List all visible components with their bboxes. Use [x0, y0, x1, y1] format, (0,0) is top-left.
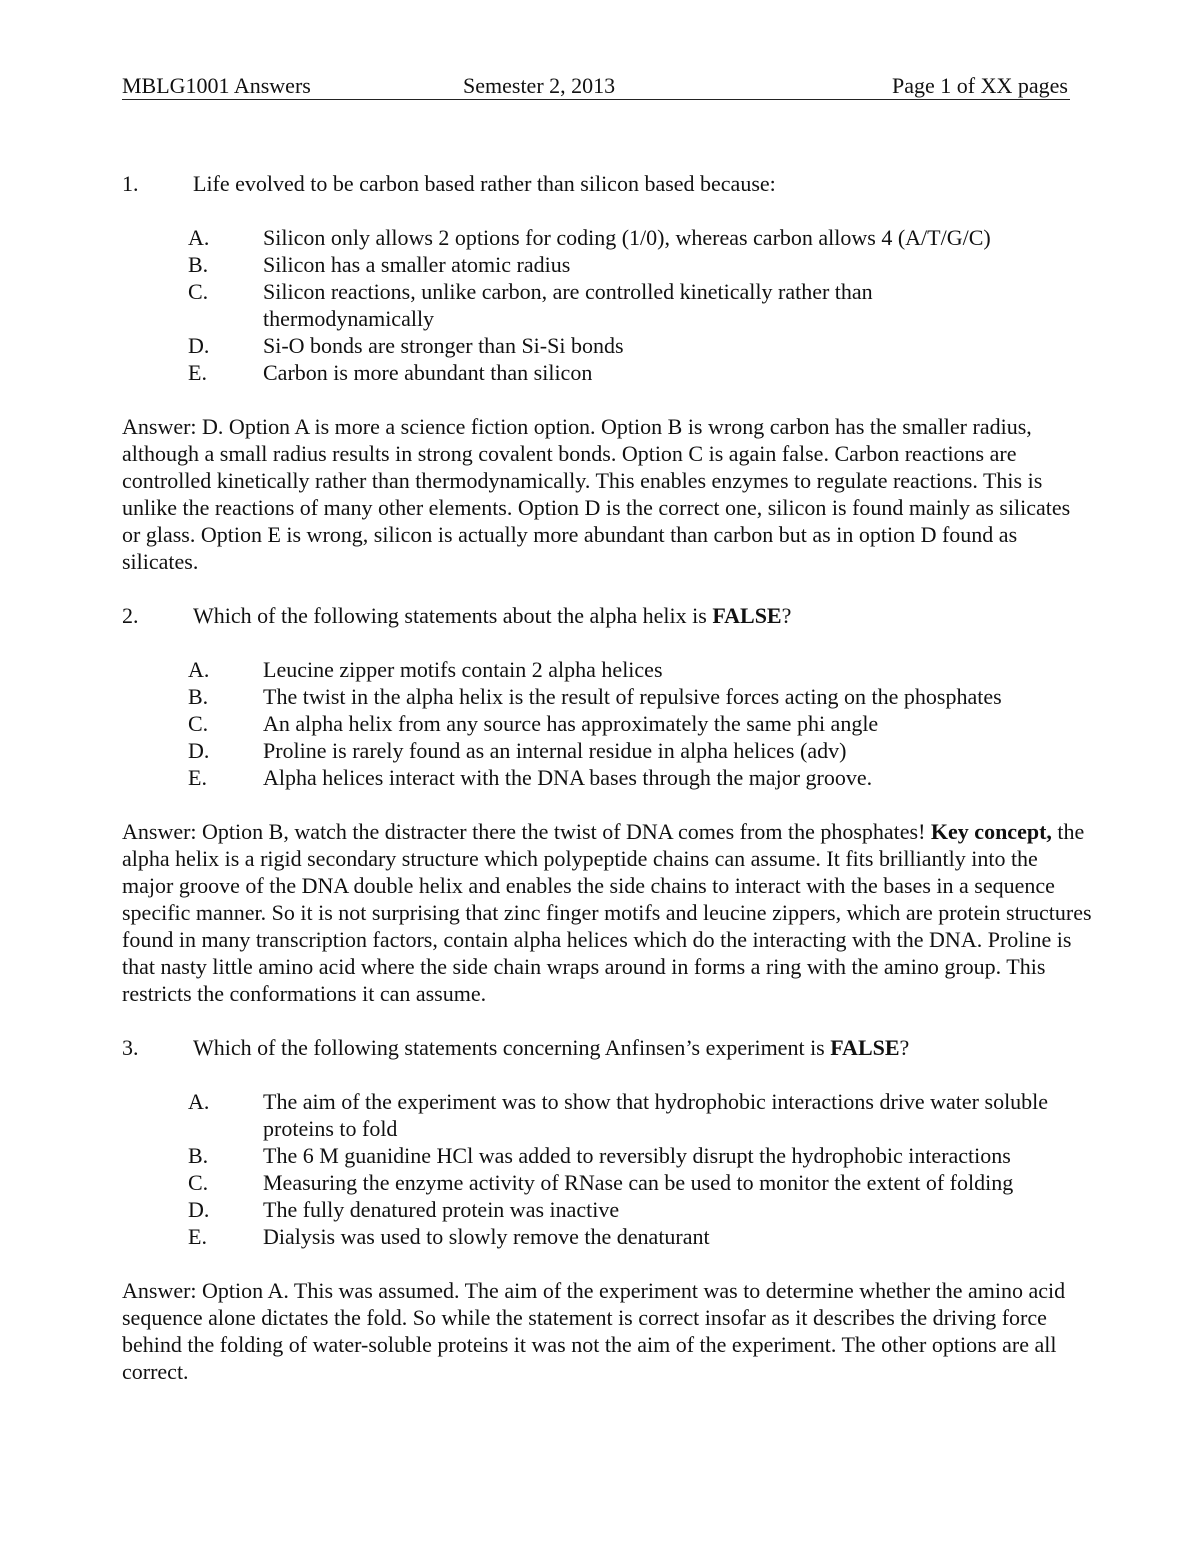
course-title: MBLG1001 Answers [122, 73, 311, 98]
question-3-options [122, 1088, 1092, 1250]
option-c [122, 1169, 1092, 1196]
option-c [122, 710, 1092, 737]
question-3-stem [122, 1034, 1092, 1061]
option-text: Measuring the enzyme activity of RNase can be used to monitor the extent of folding [263, 1170, 1014, 1195]
option-letter: D. [188, 1197, 210, 1222]
option-b [122, 683, 1092, 710]
option-letter: C. [188, 711, 209, 736]
question-text: Which of the following statements concerning Anfinsen’s experiment is [193, 1035, 831, 1060]
option-letter: E. [188, 765, 207, 790]
option-text: Silicon reactions, unlike carbon, are controlled kinetically rather than thermodynamically [263, 279, 873, 331]
question-text: Life evolved to be carbon based rather than silicon based because: [193, 171, 776, 196]
question-2-options [122, 656, 1092, 791]
answer-text-end: the alpha helix is a rigid secondary structure which polypeptide chains can assume. It fits brilliantly into the major groove of the DNA double helix and enables the side chains to interact with the bases in a sequence specific manner. So it is not surprising that zinc finger motifs and leucine zippers, which are protein structures found in many transcription factors, contain alpha helices which do the interacting with the DNA. Proline is that nasty little amino acid where the side chain wraps around in forms a ring with the amino group. This restricts the conformations it can assume. [122, 819, 1092, 1006]
option-letter: A. [188, 225, 210, 250]
question-text-end: ? [781, 603, 792, 628]
option-e [122, 1223, 1092, 1250]
option-letter: A. [188, 657, 210, 682]
answer-text: Answer: Option B, watch the distracter there the twist of DNA comes from the phosphates! [122, 819, 931, 844]
option-d [122, 332, 1092, 359]
option-e [122, 359, 1092, 386]
question-number: 3. [122, 1035, 139, 1060]
question-3-answer: Answer: Option A. This was assumed. The aim of the experiment was to determine whether the amino acid sequence alone dictates the fold. So while the statement is correct insofar as it describes the driving force behind the folding of water-soluble proteins it was not the aim of the experiment. The other options are all correct. [122, 1278, 1066, 1384]
page-number: Page 1 of XX pages [892, 73, 1068, 98]
option-letter: E. [188, 360, 207, 385]
page-header [122, 72, 1070, 100]
option-b [122, 251, 1092, 278]
option-d [122, 1196, 1092, 1223]
option-c [122, 278, 1092, 332]
option-e [122, 764, 1092, 791]
option-d [122, 737, 1092, 764]
answer-emphasis: Key concept, [930, 819, 1052, 844]
question-1-options [122, 224, 1092, 386]
question-emphasis: FALSE [712, 603, 782, 628]
question-number: 2. [122, 603, 139, 628]
option-letter: D. [188, 738, 210, 763]
option-text: The 6 M guanidine HCl was added to reversibly disrupt the hydrophobic interactions [263, 1143, 1011, 1168]
option-letter: A. [188, 1089, 210, 1114]
question-1-answer: Answer: D. Option A is more a science fiction option. Option B is wrong carbon has the smaller radius, although a small radius results in strong covalent bonds. Option C is again false. Carbon reactions are controlled kinetically rather than thermodynamically. This enables enzymes to regulate reactions. This is unlike the reactions of many other elements. Option D is the correct one, silicon is found mainly as silicates or glass. Option E is wrong, silicon is actually more abundant than carbon but as in option D found as silicates. [122, 414, 1071, 574]
option-a [122, 224, 1092, 251]
option-text: An alpha helix from any source has approximately the same phi angle [263, 711, 879, 736]
option-text: Leucine zipper motifs contain 2 alpha helices [263, 657, 663, 682]
option-b [122, 1142, 1092, 1169]
option-text: Si-O bonds are stronger than Si-Si bonds [263, 333, 624, 358]
question-2-answer [122, 818, 1092, 1007]
question-text: Which of the following statements about the alpha helix is [193, 603, 713, 628]
option-text: The twist in the alpha helix is the result of repulsive forces acting on the phosphates [263, 684, 1002, 709]
question-text-end: ? [899, 1035, 910, 1060]
semester-label: Semester 2, 2013 [463, 73, 616, 98]
option-text: The fully denatured protein was inactive [263, 1197, 620, 1222]
option-text: Dialysis was used to slowly remove the denaturant [263, 1224, 710, 1249]
option-letter: B. [188, 252, 209, 277]
option-text: The aim of the experiment was to show that hydrophobic interactions drive water soluble proteins to fold [263, 1089, 1049, 1141]
option-letter: B. [188, 684, 209, 709]
option-letter: E. [188, 1224, 207, 1249]
option-text: Alpha helices interact with the DNA bases through the major groove. [263, 765, 873, 790]
question-number: 1. [122, 171, 139, 196]
question-1-stem [122, 170, 1092, 197]
option-a [122, 1088, 1092, 1142]
option-letter: D. [188, 333, 210, 358]
document-body [122, 170, 1092, 1412]
option-text: Carbon is more abundant than silicon [263, 360, 593, 385]
option-a [122, 656, 1092, 683]
question-emphasis: FALSE [830, 1035, 900, 1060]
option-letter: C. [188, 1170, 209, 1195]
option-letter: C. [188, 279, 209, 304]
option-letter: B. [188, 1143, 209, 1168]
option-text: Silicon has a smaller atomic radius [263, 252, 571, 277]
option-text: Silicon only allows 2 options for coding (1/0), whereas carbon allows 4 (A/T/G/C) [263, 225, 991, 250]
question-2-stem [122, 602, 1092, 629]
option-text: Proline is rarely found as an internal residue in alpha helices (adv) [263, 738, 847, 763]
